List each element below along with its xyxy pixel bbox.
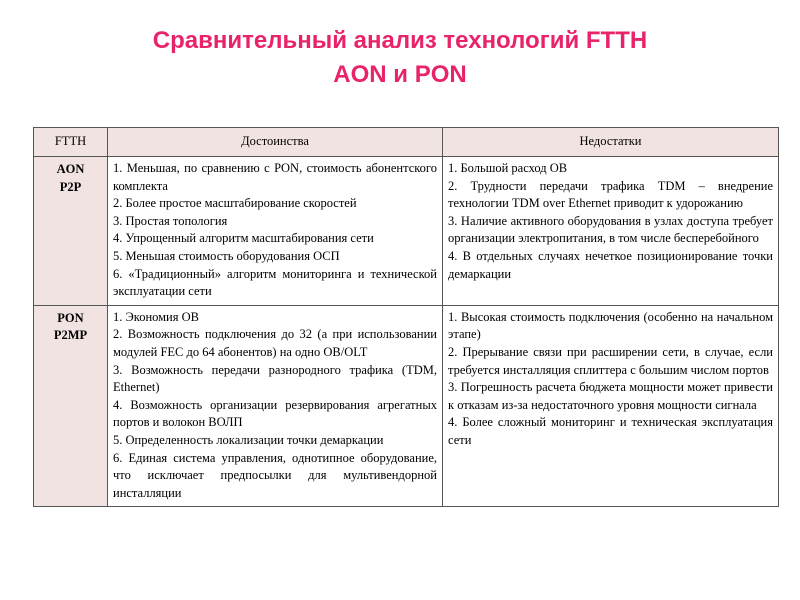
list-item: 3. Простая топология (113, 213, 228, 228)
header-advantages: Достоинства (108, 128, 443, 157)
table-header-row (34, 128, 779, 157)
disadvantages-cell (443, 157, 779, 306)
list-item: 4. В отдельных случаях нечеткое позиционирование точки демаркации (448, 248, 773, 281)
tech-topology: P2P (59, 179, 82, 194)
list-item: 3. Погрешность расчета бюджета мощности может привести к отказам из-за недостаточного уровня мощности сигнала (448, 380, 773, 412)
title-line-2: AON и PON (333, 61, 467, 88)
table-row (34, 157, 779, 306)
header-ftth: FTTH (34, 128, 108, 157)
list-item: 4. Возможность организации резервирования агрегатных портов и волокон ВОЛП (113, 397, 437, 430)
advantages-cell (108, 157, 443, 306)
list-item: 5. Определенность локализации точки демаркации (113, 432, 384, 447)
title-line-1: Сравнительный анализ технологий FTTH (152, 27, 648, 54)
tech-name: PON (57, 310, 84, 325)
page-title (0, 24, 800, 92)
list-item: 3. Наличие активного оборудования в узлах доступа требует организации электропитания, в том числе бесперебойного (448, 213, 773, 246)
list-item: 1. Меньшая, по сравнению с PON, стоимость абонентского комплекта (113, 161, 437, 193)
tech-name: AON (56, 162, 85, 176)
list-item: 4. Более сложный мониторинг и техническая эксплуатация сети (448, 415, 773, 447)
header-disadvantages: Недостатки (443, 128, 779, 157)
list-item: 2. Более простое масштабирование скоростей (113, 196, 357, 211)
list-item: 1. Большой расход ОВ (448, 161, 568, 175)
list-item: 6. Единая система управления, однотипное оборудование, что исключает предпосылки для мультивендорной инсталляции (113, 450, 437, 500)
list-item: 6. «Традиционный» алгоритм мониторинга и технической эксплуатации сети (113, 266, 437, 299)
list-item: 1. Экономия ОВ (113, 309, 199, 324)
comparison-table (33, 127, 779, 507)
advantages-cell (108, 305, 443, 507)
list-item: 2. Трудности передачи трафика TDM – внедрение технологии TDM over Ethernet приводит к удорожанию (448, 178, 773, 211)
tech-cell-pon (34, 305, 108, 507)
tech-topology: P2MP (53, 328, 88, 343)
list-item: 3. Возможность передачи разнородного трафика (TDM, Ethernet) (113, 362, 437, 395)
list-item: 4. Упрощенный алгоритм масштабирования сети (113, 231, 374, 246)
table-row (34, 305, 779, 507)
list-item: 5. Меньшая стоимость оборудования ОСП (113, 248, 340, 263)
list-item: 2. Возможность подключения до 32 (а при использовании модулей FEC до 64 абонентов) на одно OB/OLT (113, 327, 437, 359)
list-item: 2. Прерывание связи при расширении сети, в случае, если требуется инсталляция сплиттера с большим числом портов (448, 344, 773, 377)
disadvantages-cell (443, 305, 779, 507)
tech-cell-aon (34, 157, 108, 306)
list-item: 1. Высокая стоимость подключения (особенно на начальном этапе) (448, 309, 773, 342)
